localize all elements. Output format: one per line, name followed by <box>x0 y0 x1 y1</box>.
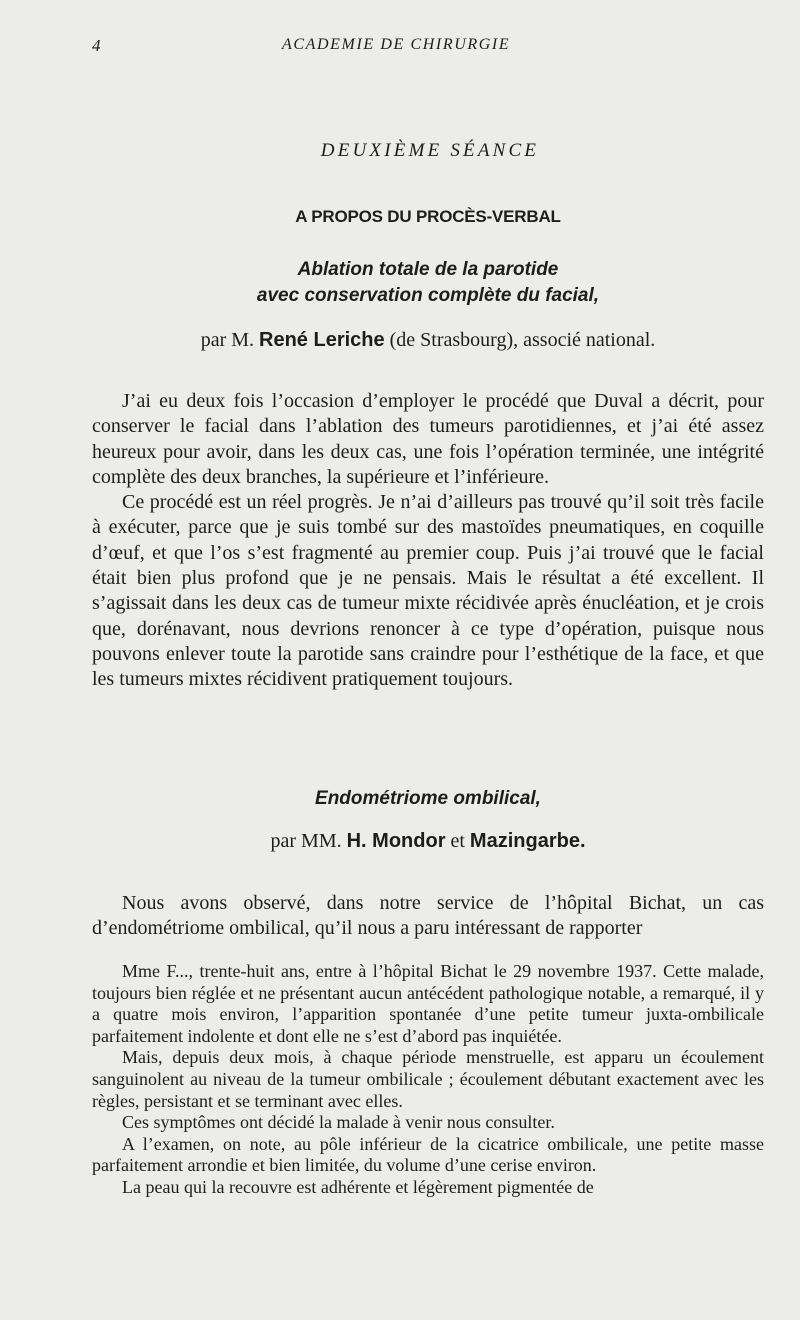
byline-prefix: par M. <box>200 329 255 351</box>
case-paragraph: Mme F..., trente-huit ans, entre à l’hôpital Bichat le 29 novembre 1937. Cette malade, toujours bien réglée et ne présentant aucun antécédent pathologique notable, a remarqué, il y a quatre mois environ, l’apparition spontanée d’une petite tumeur juxta-ombilicale parfaitement indolente et dont elle ne s’est d’abord pas inquiétée. <box>92 961 764 1046</box>
page-number: 4 <box>92 36 101 55</box>
author-name: Mazingarbe. <box>469 830 586 852</box>
case-report <box>92 961 764 1199</box>
article-title-line-2: avec conservation complète du facial, <box>256 285 600 306</box>
running-title: ACADEMIE DE CHIRURGIE <box>282 36 511 53</box>
article-byline <box>0 329 800 352</box>
article-title: Endométriome ombilical, <box>315 788 541 809</box>
author-name: H. Mondor <box>346 830 446 852</box>
byline-conjunction: et <box>450 830 465 852</box>
case-paragraph: Ces symptômes ont décidé la malade à venir nous consulter. <box>122 1112 555 1133</box>
byline-prefix: par MM. <box>270 830 342 852</box>
case-paragraph: Mais, depuis deux mois, à chaque période menstruelle, est apparu un écoulement sanguinolent au niveau de la tumeur ombilicale ; écoulement débutant exactement avec les règles, persistant et se terminant avec elles. <box>92 1047 764 1111</box>
intro-paragraph: Nous avons observé, dans notre service de l’hôpital Bichat, un cas d’endométriome ombilical, qu’il nous a paru intéressant de rapporter <box>92 892 764 940</box>
author-name: René Leriche <box>259 329 385 351</box>
page-header <box>92 36 764 58</box>
section-heading: A PROPOS DU PROCÈS-VERBAL <box>295 207 561 226</box>
case-paragraph: A l’examen, on note, au pôle inférieur de la cicatrice ombilicale, une petite masse parfaitement arrondie et bien limitée, du volume d’une cerise environ. <box>92 1133 764 1176</box>
article-body <box>92 389 764 693</box>
session-title: DEUXIÈME SÉANCE <box>320 140 540 161</box>
body-paragraph: J’ai eu deux fois l’occasion d’employer le procédé que Duval a décrit, pour conserver le facial dans l’ablation des tumeurs parotidiennes, et j’ai été assez heureux pour avoir, dans les deux cas, une fois l’opération terminée, une intégrité complète des deux branches, la supérieure et l’inférieure. <box>92 390 764 488</box>
byline-suffix: (de Strasbourg), associé national. <box>389 329 656 351</box>
article-title-line-1: Ablation totale de la parotide <box>297 259 559 280</box>
article-title <box>0 257 800 309</box>
case-paragraph: La peau qui la recouvre est adhérente et légèrement pigmentée de <box>122 1176 594 1197</box>
article-intro <box>92 891 764 942</box>
article-byline <box>0 830 800 853</box>
body-paragraph: Ce procédé est un réel progrès. Je n’ai d’ailleurs pas trouvé qu’il soit très facile à exécuter, parce que je suis tombé sur des mastoïdes pneumatiques, en coquille d’œuf, et que l’os s’est fragmenté au premier coup. Puis j’ai trouvé que le facial était bien plus profond que je ne pensais. Mais le résultat a été excellent. Il s’agissait dans les deux cas de tumeur mixte récidivée après énucléation, et je crois que, dorénavant, nous devrions renoncer à ce type d’opération, puisque nous pouvons enlever toute la parotide sans craindre pour l’esthétique de la face, et que les tumeurs mixtes récidivent pratiquement toujours. <box>92 491 764 691</box>
